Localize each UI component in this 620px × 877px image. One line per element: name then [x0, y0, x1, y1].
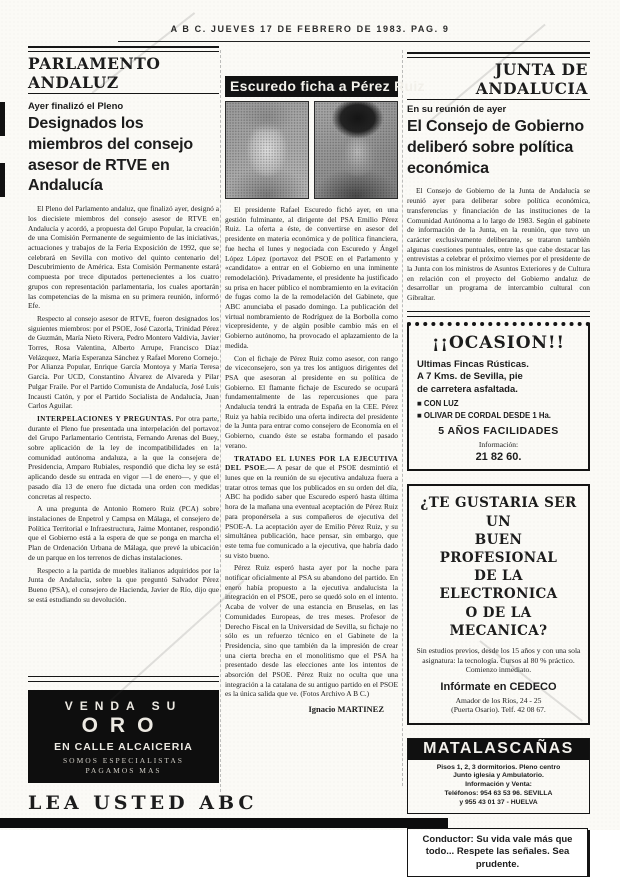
- article-paragraph: A una pregunta de Antonio Romero Ruiz (PCA) sobre instalaciones de Enpetrol y Campsa en Málaga, el consejero de Política Territorial e Infraestructura, Jaime Montaner, respondió que el Gobierno está a la espera de que se ponga en marcha el Plan de Ordenación Urbana de Málaga, que prevé la ubicación de un parque en los terrenos de dichas instalaciones.: [28, 504, 219, 562]
- article-paragraph: [225, 454, 398, 561]
- ad-line: Junto iglesia y Ambulatorio.: [453, 772, 544, 780]
- ad-line: Teléfonos: 954 63 53 96. SEVILLA: [444, 789, 553, 797]
- ad-venda-oro: [28, 690, 219, 783]
- ad-title: MATALASCAÑAS: [408, 739, 589, 760]
- double-rule: [28, 676, 219, 682]
- article-paragraph: Respecto a la partida de muebles italianos adquiridos por la Junta de Andalucía, sobre la que preguntó Salvador Pérez Bueno (PSA), el consejero de Hacienda, Javier de Río, dijo que se está estudiando su devolución.: [28, 565, 219, 604]
- ad-matalascanas: [407, 738, 590, 814]
- ad-line: 5 AÑOS FACILIDADES: [438, 425, 559, 438]
- article-paragraph: El Consejo de Gobierno de la Junta de Andalucía se reunió ayer para deliberar sobre política económica, transferencias y financiación de las instituciones de la Comunidad Autónoma a lo largo de 1983. Según el gabinete de información de la Junta, en la reunión, que tuvo un carácter exclusivamente deliberante, se trataron también algunas cuestiones puntuales, entre las que cabe destacar las entrevistas a celebrar el próximo viernes por el presidente de la Junta con los ministros de Asuntos Exteriores y de Cultura en relación con el proyecto del Gobierno andaluz de desarrollar un programa de intercambio cultural con Gibraltar.: [407, 186, 590, 303]
- double-rule: [407, 311, 590, 317]
- section-title-parlamento: PARLAMENTO ANDALUZ: [28, 54, 161, 92]
- headline-escuredo: Escuredo ficha a Pérez Ruiz: [225, 76, 398, 97]
- ad-line: de carretera asfaltada.: [417, 383, 518, 395]
- article-paragraph: El presidente Rafael Escuredo fichó ayer, en una gestión fulminante, al dirigente del PSA Emilio Pérez Ruiz. La oferta a éste, de convertirse en asesor del presidente en materia económica y de política financiera, fue hecha el lunes y negociada con Escuredo y Ángel López López (portavoz del PSOE en el Parlamento y «candidato» a entrar en el Gobierno en una inminente remodelación). Privadamente, el presidente ha justificado su prisa en hacer público el nombramiento en la evitación de fugas como la de la remodelación del Gabinete, que ABC anunciaba el pasado domingo. La publicación del virtual nombramiento de Rodríguez de la Borbolla como vicepresidente, y de algún posible cambio más en el Gobierno autónomo, ha provocado el aplazamiento de la medida.: [225, 205, 398, 350]
- ad-cedeco: [407, 484, 590, 724]
- ad-line: y 955 43 01 37 - HUELVA: [459, 798, 538, 806]
- ad-line: ORO: [81, 714, 166, 737]
- halftone-texture: [315, 102, 397, 198]
- ad-phone: 21 82 60.: [475, 451, 522, 464]
- ad-bullet: [417, 411, 580, 420]
- column-divider: [402, 50, 403, 786]
- ad-line: CON LUZ: [423, 399, 459, 409]
- bullet-icon: ■: [417, 399, 424, 409]
- section-rule: [28, 93, 219, 94]
- paragraph-text: A pesar de que el PSOE desmintió el lunes que en la reunión de su ejecutiva andaluza fuera a tratar otros temas que los publicados en su orden del día, ABC ha podido saber que Escuredo esperó hasta última hora de la mañana una eventual aceptación de Pérez Ruiz para proponérsela a sus compañeros de ejecutiva del PSOE-A. La aceptación ayer de Emilio Pérez Ruiz, y su simultánea publicación, hace pensar, sin embargo, que este tema fue comunicado a la ejecutiva, que habría dado su visto bueno.: [225, 463, 398, 560]
- ad-ocasion: [407, 322, 590, 472]
- lea-usted-abc: LEA USTED ABC: [28, 792, 258, 814]
- ad-body: [408, 760, 589, 813]
- ad-line: Ultimas Fincas Rústicas.: [417, 358, 529, 370]
- bullet-icon: ■: [417, 411, 424, 421]
- header-rule: [118, 41, 590, 42]
- ad-bullet-list: [417, 399, 580, 420]
- ad-line: (Puerta Osario). Telf. 42 08 67.: [451, 705, 546, 715]
- article-body: [225, 205, 398, 699]
- headline-consejo: El Consejo de Gobierno deliberó sobre política económica: [407, 118, 584, 177]
- ad-line: Información:: [478, 440, 519, 450]
- ad-line: SOMOS ESPECIALISTAS: [63, 756, 184, 765]
- ad-title: [416, 494, 581, 640]
- byline: Ignacio MARTINEZ: [308, 704, 384, 715]
- conductor-notice: Conductor: Su vida vale más que todo... Respete las señales. Sea prudente.: [407, 828, 588, 877]
- article-paragraph: Respecto al consejo asesor de RTVE, fueron designados los siguientes miembros: por el PSOE, José Cazorla, Trinidad Pérez de Guzmán, María Nieto Rivera, Pedro Montero Valdivia, Javier Torres, Rosa Valentina, Alberto Arrupe, Francisco Díaz Velázquez, María Esperanza Sánchez y Rafael Moreno Cornejo. Por Alianza Popular, Enrique García Montoya y María Teresa García. Por UCD, Constantino Álvarez de Alvareda y Pilar Pulgar Fraile. Por el Partido Comunista de Andalucía, José Luis Incausti Catón, y por el Partido Socialista de Andalucía, Juan Carlos Aguilar.: [28, 313, 219, 411]
- ad-line: Pisos 1, 2, 3 dormitorios. Pleno centro: [436, 763, 561, 771]
- margin-mark: [0, 102, 5, 136]
- section-rule: [407, 99, 590, 100]
- headline-rtve: Designados los miembros del consejo asesor de RTVE en Andalucía: [28, 115, 193, 195]
- article-body: [407, 186, 590, 302]
- article-paragraph: [28, 414, 219, 501]
- section-title-junta: JUNTA DE ANDALUCIA: [475, 60, 588, 98]
- ad-line: A 7 Kms. de Sevilla, pie: [417, 371, 523, 383]
- ad-line: Amador de los Ríos, 24 - 25: [455, 695, 542, 705]
- left-bottom-block: [28, 668, 258, 814]
- kicker: En su reunión de ayer: [407, 104, 507, 115]
- ad-line: VENDA SU: [64, 699, 183, 713]
- ad-body: Sin estudios previos, desde los 15 años y con una sola asignatura: la tecnología. Cursos al 80 % práctico. Comienzo inmediato.: [416, 646, 581, 675]
- article-body: [28, 204, 219, 607]
- photo-row: [225, 101, 398, 199]
- ad-title-line: BUEN PROFESIONAL: [439, 531, 558, 566]
- ad-line: OLIVAR DE CORDAL DESDE 1 Ha.: [423, 411, 551, 421]
- ad-line: PAGAMOS MAS: [85, 766, 162, 775]
- ad-title: ¡¡OCASION!!: [432, 332, 565, 353]
- paragraph-text: Por otra parte, durante el Pleno fue presentada una interpelación del portavoz del Grupo Parlamentario Centrista, Fernando Arenas del Buey, sobre aplicación de la ley de incompatibilidades en la comunidad autónoma andaluza, a la que la consejera de Presidencia, Amparo Rubiales, respondió que dicha ley se está aplicando desde su entrada en vigor —1 de enero—, y que el pasado día 13 de enero fue dictada una orden con medidas concretas al respecto.: [28, 413, 219, 501]
- bottom-bar: [0, 818, 448, 828]
- ad-line: Información y Venta:: [465, 781, 532, 789]
- ad-title-line: O DE LA MECANICA?: [449, 604, 548, 639]
- article-paragraph: Pérez Ruiz esperó hasta ayer por la noche para notificar oficialmente al PSA su abandono del partido. En enero había propuesto a la ejecutiva andalucista la integración en el PSOE, pero se quedó solo en el intento. Acaba de volver de una estancia en Bruselas, en las Comunidades Europeas, de tres meses. Profesor de Derecho Fiscal en la Universidad de Sevilla, su fichaje no sólo es un refuerzo técnico en el Gabinete de la Presidencia, sino que también da la impresión de crear una cierta brecha en el monolitismo que el PSA ha presentado desde las elecciones ante los intentos de absorción del PSOE. Pérez Ruiz no oculta que una integración a la catalana de su antiguo partido en el PSOE es la única salida que ve. (Fotos Archivo A B C.): [225, 563, 398, 699]
- ad-line: EN CALLE ALCAICERIA: [54, 741, 193, 753]
- photo-perez-ruiz: [314, 101, 398, 199]
- run-in-subhead: INTERPELACIONES Y PREGUNTAS.: [37, 413, 174, 423]
- column-divider: [220, 50, 221, 792]
- photo-escuredo: [225, 101, 309, 199]
- article-paragraph: El Pleno del Parlamento andaluz, que finalizó ayer, designó a los diecisiete miembros del consejo asesor de RTVE en Andalucía y acordó, a propuesta del Grupo Popular, la creación de una Comisión Permanente de seguimiento de las iniciativas, actuaciones y trabajos de la Feria Exposición de 1992, que se celebrará en Sevilla con motivo del quinto centenario del Descubrimiento de América. Esta Comisión Permanente estará compuesta por trece diputados pertenecientes a los cuatro grupos con representación parlamentaria, los cuales aportarán las competencias de la misma en su primera reunión, informó Efe.: [28, 204, 219, 311]
- middle-column: [225, 76, 425, 715]
- page-header: A B C. JUEVES 17 DE FEBRERO DE 1983. PAG. 9: [170, 24, 450, 34]
- ad-bullet: [417, 399, 580, 408]
- ad-cta: Infórmate en CEDECO: [440, 680, 557, 693]
- ad-address: [416, 696, 581, 715]
- ad-description: [417, 359, 580, 397]
- margin-mark: [0, 163, 5, 197]
- run-in-subhead: TRATADO EL LUNES POR LA EJECUTIVA DEL PSOE.—: [225, 453, 398, 473]
- kicker: Ayer finalizó el Pleno: [28, 101, 124, 112]
- right-column: [407, 52, 590, 877]
- ad-title-line: ¿TE GUSTARIA SER UN: [420, 495, 577, 530]
- ad-title-line: DE LA ELECTRONICA: [439, 568, 558, 603]
- left-column: [28, 46, 258, 814]
- article-paragraph: Con el fichaje de Pérez Ruiz como asesor, con rango de viceconsejero, son ya tres los antiguos dirigentes del PSA que asesoran al presidente en su política de Gobierno. El flamante fichaje de Escuredo se ocupará fundamentalmente de las repercusiones que para Andalucía tendrá la entrada de España en la CEE. Pérez Ruiz ya había recibido una oferta indirecta del presidente de la Junta para entrar como consejero de Economía en el Gobierno, cuando éste se estaba formando el pasado verano.: [225, 353, 398, 450]
- halftone-texture: [226, 102, 308, 198]
